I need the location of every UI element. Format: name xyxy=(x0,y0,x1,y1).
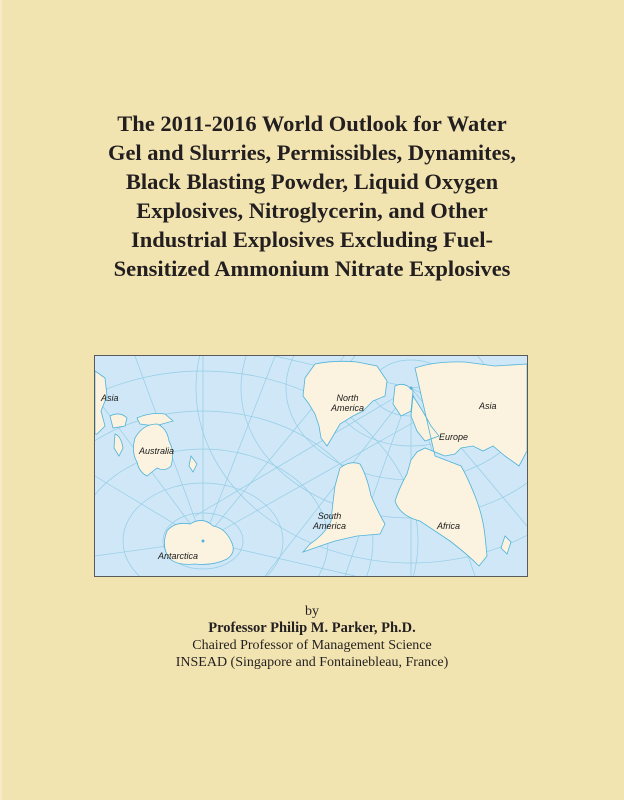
map-label-north-america-line1: North xyxy=(336,393,359,403)
title-line: Industrial Explosives Excluding Fuel- xyxy=(131,227,493,252)
south-pole-marker xyxy=(202,540,205,543)
author-name: Professor Philip M. Parker, Ph.D. xyxy=(208,620,416,636)
map-label-europe: Europe xyxy=(439,432,469,442)
map-label-south-america-line1: South xyxy=(317,511,342,521)
map-label-north-america xyxy=(331,393,364,413)
author-byline xyxy=(0,603,624,671)
map-label-asia-east: Asia xyxy=(479,401,497,411)
land-masses xyxy=(95,361,527,566)
title-line: Sensitized Ammonium Nitrate Explosives xyxy=(113,256,511,281)
title-line: The 2011-2016 World Outlook for Water xyxy=(117,111,507,136)
title-line: Black Blasting Powder, Liquid Oxygen xyxy=(125,169,499,194)
map-label-south-america-line2: America xyxy=(313,521,347,531)
map-label-australia: Australia xyxy=(139,446,175,456)
byline-by: by xyxy=(305,604,319,619)
title-line: Gel and Slurries, Permissibles, Dynamites, xyxy=(107,140,517,165)
author-role: Chaired Professor of Management Science xyxy=(192,638,432,653)
map-label-africa: Africa xyxy=(437,521,461,531)
page-edge xyxy=(0,0,2,800)
map-label-asia-west: Asia xyxy=(101,393,119,403)
world-map xyxy=(94,355,528,577)
world-map-graphic xyxy=(95,356,527,576)
map-label-south-america xyxy=(313,511,346,531)
book-title xyxy=(40,109,584,283)
title-line: Explosives, Nitroglycerin, and Other xyxy=(136,198,488,223)
map-label-north-america-line2: America xyxy=(331,403,365,413)
author-institution: INSEAD (Singapore and Fontainebleau, France) xyxy=(175,655,449,670)
north-pole-marker xyxy=(410,387,413,390)
map-label-antarctica: Antarctica xyxy=(158,551,199,561)
